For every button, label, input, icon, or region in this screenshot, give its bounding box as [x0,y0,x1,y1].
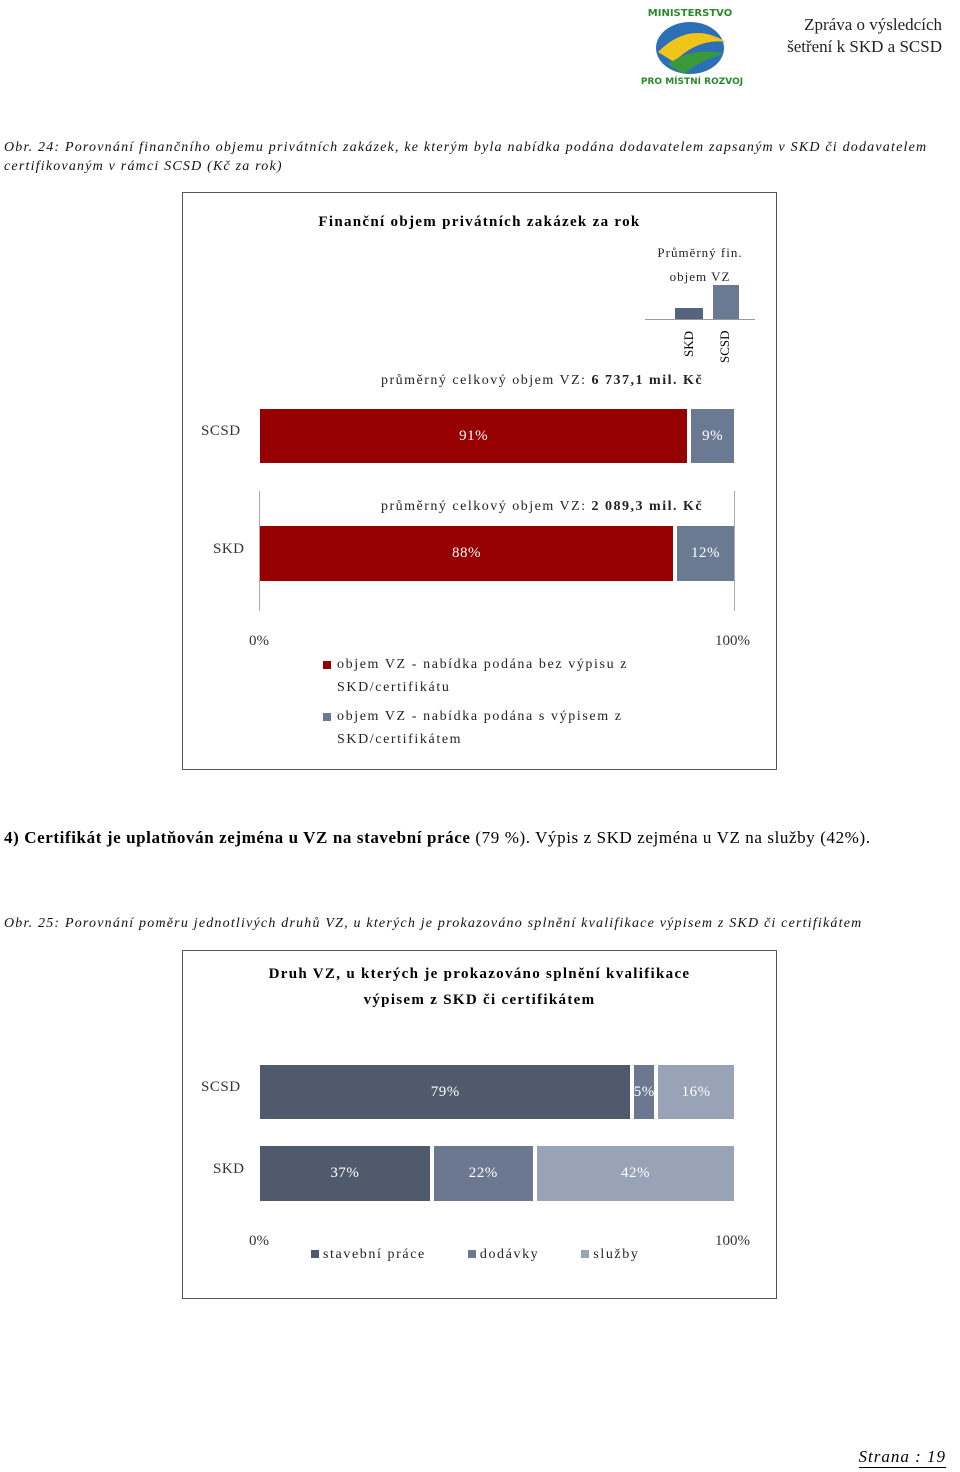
chart1-axis-right [734,491,735,611]
legend2-swatch-works [311,1250,319,1258]
chart2-title [183,961,776,1013]
chart1-tick-0: 0% [249,633,269,649]
avg-volume-skd-value: 2 089,3 mil. Kč [591,499,704,514]
bar2-scsd-segment-supplies: 5% [634,1065,654,1119]
finding-bold: 4) Certifikát je uplatňován zejména u VZ na stavební práce [4,828,471,847]
legend2-label-supplies: dodávky [479,1247,540,1262]
inset-label-scsd: SCSD [717,330,732,363]
bar-skd-segment-with: 12% [677,526,734,581]
inset-title-line1: Průměrný fin. [657,245,743,260]
bar-scsd-segment-with: 9% [691,409,734,463]
legend-item-without [321,653,681,699]
bar2-scsd-segment-works: 79% [260,1065,630,1119]
inset-title [645,241,755,289]
bar-label-scsd: SCSD [201,423,241,439]
report-title [742,14,942,58]
legend2-swatch-supplies [468,1250,476,1258]
bar2-scsd-segment-services: 16% [658,1065,734,1119]
finding-rest: (79 %). Výpis z SKD zejména u VZ na služby (42%). [470,828,871,847]
legend-label-with: objem VZ - nabídka podána s výpisem z SKD/certifikátem [337,709,623,747]
chart2-legend [311,1243,639,1266]
chart2-title-line2: výpisem z SKD či certifikátem [363,992,596,1008]
bar2-label-skd: SKD [213,1161,245,1177]
report-title-line2: šetření k SKD a SCSD [787,37,942,56]
inset-label-skd: SKD [681,330,696,357]
avg-volume-scsd-prefix: průměrný celkový objem VZ: [381,373,592,388]
avg-volume-skd [381,499,703,515]
legend2-swatch-services [581,1250,589,1258]
figure-caption-25: Obr. 25: Porovnání poměru jednotlivých druhů VZ, u kterých je prokazováno splnění kvalifikace výpisem z SKD či certifikátem [4,916,863,931]
svg-text:PRO MÍSTNÍ ROZVOJ: PRO MÍSTNÍ ROZVOJ [640,77,744,87]
legend-label-without: objem VZ - nabídka podána bez výpisu z SKD/certifikátu [337,657,629,695]
chart1-tick-100: 100% [715,633,750,649]
bar-label-skd: SKD [213,541,245,557]
chart2-tick-100: 100% [715,1233,750,1249]
legend2-label-services: služby [593,1247,640,1262]
chart1-legend [321,653,681,751]
chart2-title-line1: Druh VZ, u kterých je prokazováno splnění kvalifikace [268,966,691,982]
bar2-label-scsd: SCSD [201,1079,241,1095]
bar-skd-segment-without: 88% [260,526,673,581]
chart2-tick-0: 0% [249,1233,269,1249]
page-number: Strana : 19 [858,1447,946,1466]
avg-volume-scsd [381,373,703,389]
inset-bar-scsd [713,285,739,319]
bar2-skd-segment-works: 37% [260,1146,430,1201]
report-title-line1: Zpráva o výsledcích [804,15,942,34]
inset-bar-skd [675,308,703,319]
bar-scsd-segment-without: 91% [260,409,687,463]
bar2-skd-segment-services: 42% [537,1146,734,1201]
legend-swatch-without [323,661,331,669]
inset-axis [645,319,755,320]
chart1-title: Finanční objem privátních zakázek za rok [318,214,641,230]
inset-title-line2: objem VZ [669,269,731,284]
legend2-label-works: stavební práce [323,1247,426,1262]
figure-caption-24: Obr. 24: Porovnání finančního objemu privátních zakázek, ke kterým byla nabídka podána dodavatelem zapsaným v SKD či dodavatelem certifikovaným v rámci SCSD (Kč za rok) [4,140,928,174]
legend-item-with [321,705,681,751]
avg-volume-scsd-value: 6 737,1 mil. Kč [591,373,704,388]
ministry-logo [628,2,746,88]
finding-paragraph [4,826,959,849]
chart-private-contracts [182,192,777,770]
svg-text:MINISTERSTVO: MINISTERSTVO [647,8,733,19]
bar2-skd-segment-supplies: 22% [434,1146,533,1201]
avg-volume-skd-prefix: průměrný celkový objem VZ: [381,499,592,514]
chart-qualification-types [182,950,777,1299]
chart1-axis-left [259,491,260,611]
legend-swatch-with [323,713,331,721]
